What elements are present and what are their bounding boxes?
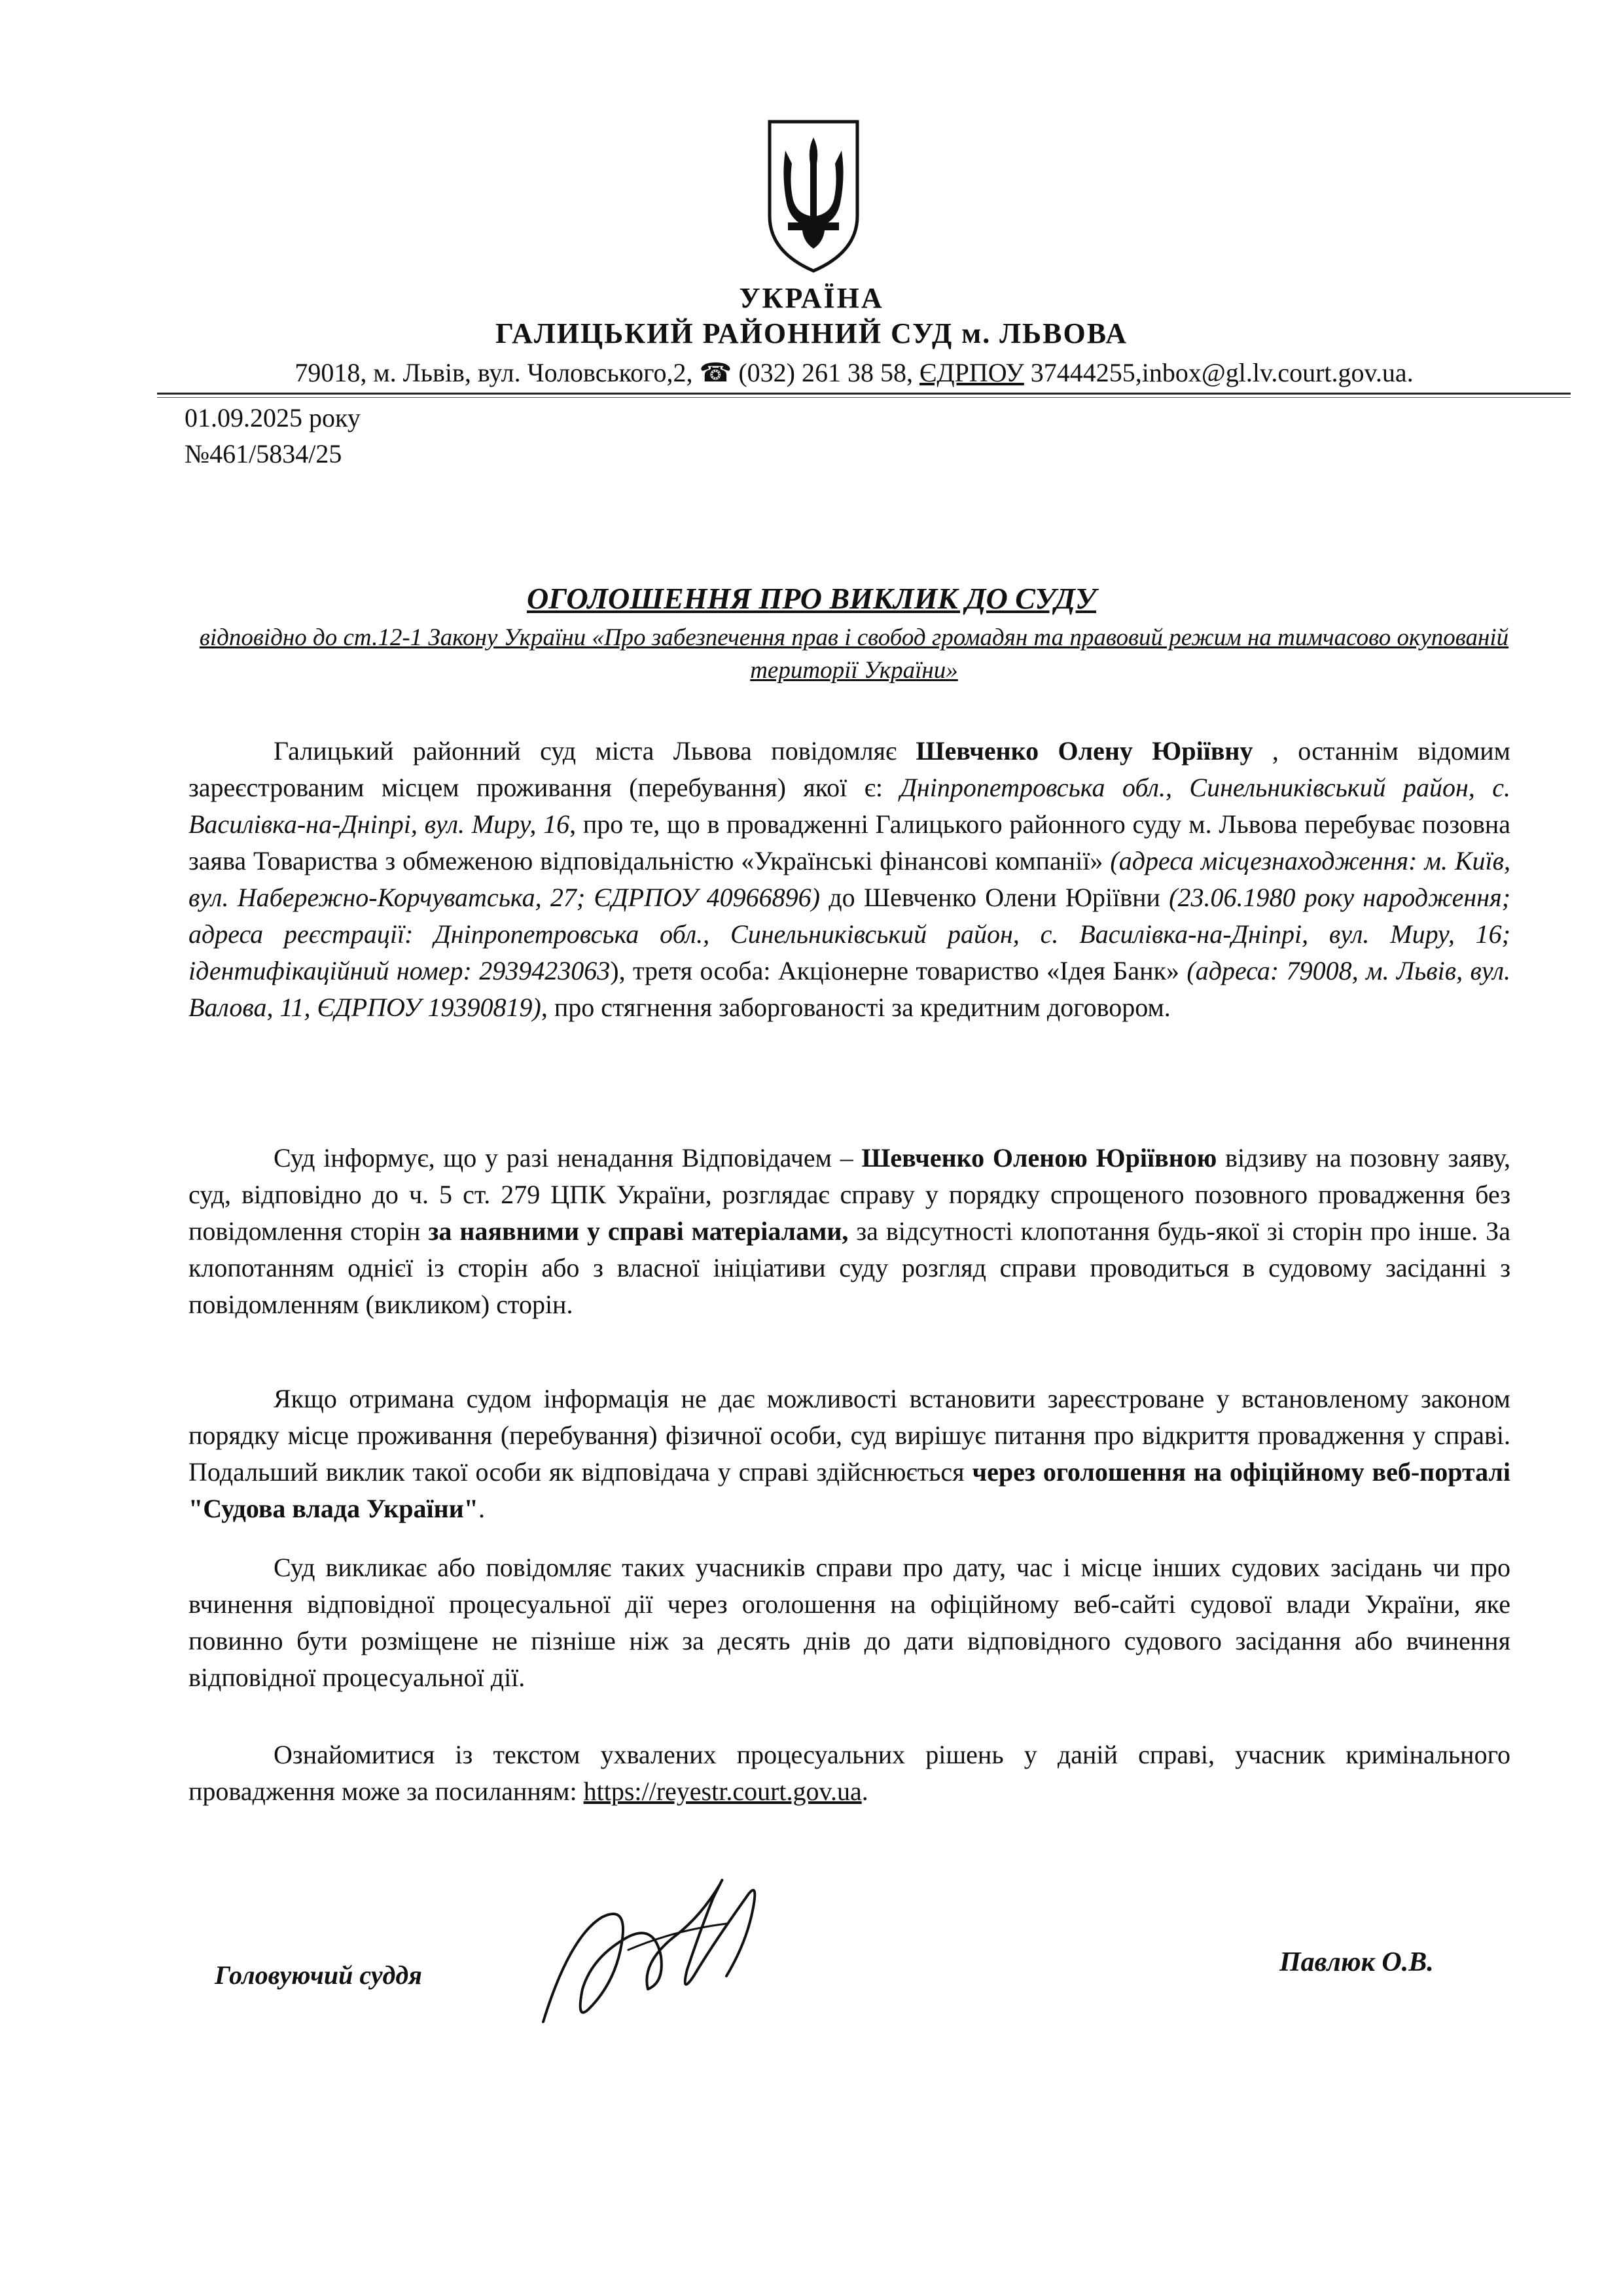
header-divider xyxy=(157,393,1571,395)
p4-text: Суд викликає або повідомляє таких учасників справи про дату, час і місце інших судових засідань чи про вчинення відповідної процесуальної дії через оголошення на офіційному веб-сайті судової влади України, яке повинно бути розміщене не пізніше ніж за десять днів до дати відповідного судового засідання або вчинення відповідної процесуальної дії. xyxy=(188,1553,1510,1692)
defendant-name-instrumental: Шевченко Оленою Юріївною xyxy=(861,1143,1217,1173)
p5-text-2: . xyxy=(861,1776,868,1806)
defendant-details: (23.06.1980 року народження; адреса реєстрації: Дніпропетровська обл., Синельниківський район, с. Василівка-на-Дніпрі, вул. Миру, 16; ідентифікаційний номер: 2939423063 xyxy=(188,883,1511,985)
court-name-heading: ГАЛИЦЬКИЙ РАЙОННИЙ СУД м. ЛЬВОВА xyxy=(495,317,1128,349)
p2-text-2: відзиву на позовну заяву, суд, відповідно до ч. 5 ст. 279 ЦПК України, розглядає справу у порядку спрощеного позовного провадження без повідомлення сторін xyxy=(188,1143,1510,1246)
header-divider-thin xyxy=(157,397,1571,398)
paragraph-procedure xyxy=(188,1140,1510,1323)
outgoing-number: №461/5834/25 xyxy=(185,439,342,468)
p1-text-3: , про те, що в провадженні Галицького районного суду м. Львова перебуває позовна заява Товариства з обмеженою відповідальністю «Українські фінансові компанії» xyxy=(188,809,1510,875)
paragraph-residence-unknown xyxy=(188,1381,1510,1527)
third-party-details: (адреса: 79008, м. Львів, вул. Валова, 11, ЄДРПОУ 19390819) xyxy=(188,956,1511,1022)
p1-text-2: , останнім відомим зареєстрованим місцем проживання (перебування) якої є: xyxy=(188,736,1510,802)
p1-text-6: , про стягнення заборгованості за кредитним договором. xyxy=(541,993,1171,1022)
phone-icon: ☎ xyxy=(699,358,732,387)
phone-number: (032) 261 38 58, xyxy=(738,358,913,387)
judge-name: Павлюк О.В. xyxy=(1279,1947,1434,1977)
p2-text-3: за відсутності клопотання будь-якої зі сторін про інше. За клопотанням однієї із сторін або з власної ініціативи суду розгляд справи проводиться в судовому засіданні з повідомленням (викликом) сторін. xyxy=(188,1216,1510,1319)
edrpou-label: ЄДРПОУ xyxy=(919,358,1024,387)
paragraph-register-link xyxy=(188,1737,1510,1810)
p1-text-4: до Шевченко Олени Юріївни xyxy=(819,883,1169,912)
p1-text-5: ), третя особа: Акціонерне товариство «Ідея Банк» xyxy=(610,956,1187,985)
p2-text-1: Суд інформує, що у разі ненадання Відповідачем – xyxy=(274,1143,862,1173)
defendant-name: Шевченко Олену Юріївну xyxy=(916,736,1253,766)
coat-of-arms-icon xyxy=(764,118,863,275)
plaintiff-details: (адреса місцезнаходження: м. Київ, вул. Набережно-Корчуватська, 27; ЄДРПОУ 40966896) xyxy=(188,846,1511,912)
p1-text-1: Галицький районний суд міста Львова повідомляє xyxy=(274,736,916,766)
address-text: 79018, м. Львів, вул. Чоловського,2, xyxy=(294,358,693,387)
p3-text-1: Якщо отримана судом інформація не дає можливості встановити зареєстроване у встановленому законом порядку місце проживання (перебування) фізичної особи, суд вирішує питання про відкриття провадження у справі. Подальший виклик такої особи як відповідача у справі здійснюється xyxy=(188,1384,1510,1487)
p3-bold-phrase: через оголошення на офіційному веб-порталі "Судова влада України" xyxy=(188,1457,1510,1523)
p5-text-1: Ознайомитися із текстом ухвалених процесуальних рішень у даній справі, учасник кримінального провадження може за посиланням: xyxy=(188,1740,1510,1806)
register-link[interactable]: https://reyestr.court.gov.ua xyxy=(583,1776,862,1806)
notice-subtitle: відповідно до ст.12-1 Закону України «Про забезпечення прав і свобод громадян та правовий режим на тимчасово окупованій території України» xyxy=(199,624,1509,684)
country-heading: УКРАЇНА xyxy=(739,282,884,314)
presiding-judge-label: Головуючий суддя xyxy=(215,1960,422,1990)
p3-text-2: . xyxy=(478,1494,485,1523)
court-address-line xyxy=(157,357,1551,388)
defendant-residence: Дніпропетровська обл., Синельниківський район, с. Василівка-на-Дніпрі, вул. Миру, 16 xyxy=(188,773,1510,839)
paragraph-summons xyxy=(188,733,1510,1026)
document-date: 01.09.2025 року xyxy=(185,403,361,433)
edrpou-contacts: 37444255,inbox@gl.lv.court.gov.ua. xyxy=(1030,358,1414,387)
paragraph-notification xyxy=(188,1549,1510,1696)
p2-bold-phrase: за наявними у справі матеріалами, xyxy=(428,1216,849,1246)
handwritten-signature xyxy=(530,1858,805,2048)
notice-title: ОГОЛОШЕННЯ ПРО ВИКЛИК ДО СУДУ xyxy=(527,582,1096,615)
